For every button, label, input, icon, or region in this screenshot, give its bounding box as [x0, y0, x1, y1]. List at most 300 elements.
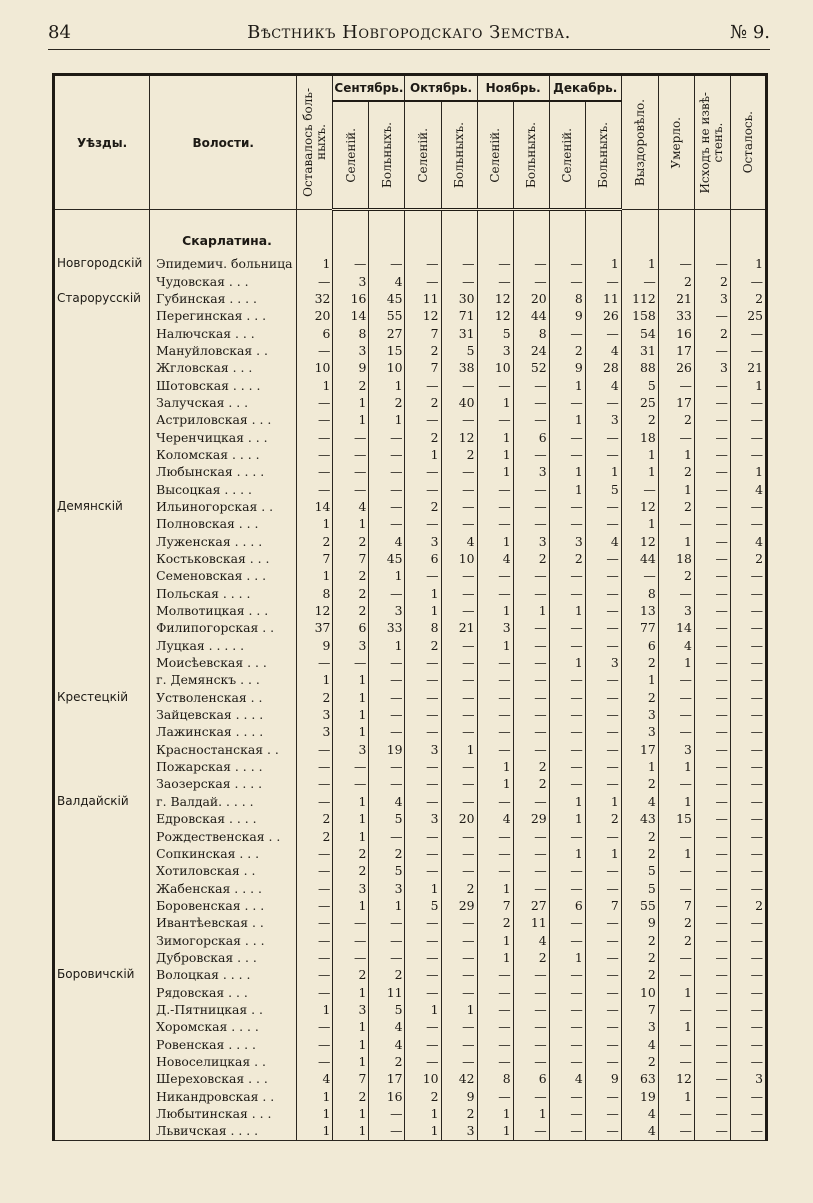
value-cell: 3 — [405, 533, 441, 550]
header-month-december: Декабрь. — [549, 75, 621, 102]
value-cell: — — [513, 1035, 549, 1052]
table-row — [54, 411, 767, 428]
value-cell: 1 — [621, 758, 658, 775]
value-cell: 4 — [585, 533, 621, 550]
value-cell: 7 — [477, 897, 513, 914]
value-cell: 8 — [513, 324, 549, 341]
table-cell — [730, 210, 766, 227]
value-cell: — — [585, 1053, 621, 1070]
value-cell: — — [730, 602, 766, 619]
table-cell — [477, 210, 513, 227]
value-cell: — — [730, 862, 766, 879]
value-cell: — — [658, 376, 694, 393]
table-row — [54, 879, 767, 896]
volost-cell: Жабенская . . . . — [150, 879, 297, 896]
header-ostalos-text: Осталось. — [740, 111, 755, 174]
value-cell: — — [549, 324, 585, 341]
uezd-cell — [54, 342, 150, 359]
value-cell: — — [297, 897, 333, 914]
value-cell: 3 — [658, 741, 694, 758]
value-cell: 1 — [333, 411, 369, 428]
value-cell: 63 — [621, 1070, 658, 1087]
table-cell — [441, 210, 477, 227]
value-cell: 1 — [297, 567, 333, 584]
value-cell: 1 — [405, 585, 441, 602]
value-cell: 1 — [549, 793, 585, 810]
header-volosti: Волости. — [150, 75, 297, 210]
value-cell: — — [585, 827, 621, 844]
value-cell: 1 — [549, 602, 585, 619]
value-cell: — — [441, 376, 477, 393]
volost-cell: Мануйловская . . — [150, 342, 297, 359]
value-cell: 3 — [333, 637, 369, 654]
value-cell: — — [333, 428, 369, 445]
value-cell: — — [333, 446, 369, 463]
value-cell: 2 — [621, 775, 658, 792]
value-cell: 54 — [621, 324, 658, 341]
value-cell: — — [585, 428, 621, 445]
value-cell: 4 — [297, 1070, 333, 1087]
value-cell: — — [694, 342, 730, 359]
value-cell: 3 — [333, 272, 369, 289]
value-cell: 4 — [477, 810, 513, 827]
volost-cell: Любынская . . . . — [150, 463, 297, 480]
value-cell: 18 — [658, 550, 694, 567]
table-row — [54, 1001, 767, 1018]
value-cell: — — [694, 480, 730, 497]
value-cell: 2 — [369, 845, 405, 862]
value-cell: — — [585, 550, 621, 567]
value-cell: — — [513, 1018, 549, 1035]
value-cell: — — [405, 793, 441, 810]
value-cell: — — [333, 949, 369, 966]
table-row — [54, 359, 767, 376]
value-cell: 31 — [441, 324, 477, 341]
value-cell: — — [297, 793, 333, 810]
value-cell: 2 — [585, 810, 621, 827]
page-header — [48, 22, 770, 46]
value-cell: 37 — [297, 619, 333, 636]
table-row — [54, 1035, 767, 1052]
value-cell: 11 — [405, 290, 441, 307]
value-cell: 77 — [621, 619, 658, 636]
value-cell: 1 — [297, 1105, 333, 1122]
value-cell: 5 — [621, 862, 658, 879]
value-cell: 3 — [333, 879, 369, 896]
value-cell: — — [369, 931, 405, 948]
volost-cell: Жгловская . . . — [150, 359, 297, 376]
value-cell: — — [477, 515, 513, 532]
value-cell: 40 — [441, 394, 477, 411]
value-cell: — — [585, 637, 621, 654]
value-cell: — — [513, 723, 549, 740]
table-row — [54, 966, 767, 983]
value-cell: 9 — [585, 1070, 621, 1087]
table-cell — [513, 210, 549, 227]
value-cell: 28 — [585, 359, 621, 376]
value-cell: — — [694, 619, 730, 636]
value-cell: 12 — [441, 428, 477, 445]
table-row — [54, 671, 767, 688]
value-cell: — — [297, 1018, 333, 1035]
value-cell: 17 — [658, 394, 694, 411]
uezd-cell: Новгородскій — [54, 255, 150, 272]
value-cell: 1 — [658, 654, 694, 671]
table-cell — [549, 226, 585, 255]
value-cell: — — [658, 1105, 694, 1122]
value-cell: — — [405, 1018, 441, 1035]
table-row — [54, 533, 767, 550]
value-cell: — — [405, 775, 441, 792]
volost-cell: Боровенская . . . — [150, 897, 297, 914]
value-cell: — — [730, 793, 766, 810]
value-cell: 2 — [513, 775, 549, 792]
table-cell — [585, 226, 621, 255]
value-cell: — — [513, 879, 549, 896]
value-cell: 1 — [621, 446, 658, 463]
value-cell: 1 — [477, 1105, 513, 1122]
table-row — [54, 463, 767, 480]
value-cell: — — [694, 758, 730, 775]
uezd-cell — [54, 446, 150, 463]
value-cell: — — [477, 255, 513, 272]
value-cell: 10 — [441, 550, 477, 567]
value-cell: — — [441, 1018, 477, 1035]
value-cell: — — [585, 446, 621, 463]
value-cell: — — [441, 654, 477, 671]
value-cell: 2 — [621, 949, 658, 966]
value-cell: — — [549, 1105, 585, 1122]
value-cell: — — [694, 550, 730, 567]
value-cell: — — [333, 654, 369, 671]
value-cell: — — [549, 1001, 585, 1018]
value-cell: 43 — [621, 810, 658, 827]
value-cell: — — [369, 1122, 405, 1140]
value-cell: — — [369, 515, 405, 532]
value-cell: — — [730, 1088, 766, 1105]
volost-cell: г. Демянскъ . . . — [150, 671, 297, 688]
value-cell: — — [694, 376, 730, 393]
value-cell: — — [730, 949, 766, 966]
value-cell: — — [585, 862, 621, 879]
value-cell: — — [297, 272, 333, 289]
value-cell: — — [441, 983, 477, 1000]
uezd-cell — [54, 671, 150, 688]
value-cell: — — [585, 1105, 621, 1122]
value-cell: — — [694, 775, 730, 792]
value-cell: 9 — [549, 359, 585, 376]
uezd-cell — [54, 637, 150, 654]
table-row — [54, 758, 767, 775]
value-cell: 1 — [297, 1122, 333, 1140]
table-cell — [513, 226, 549, 255]
value-cell: 4 — [621, 1122, 658, 1140]
value-cell: 12 — [658, 1070, 694, 1087]
value-cell: — — [297, 845, 333, 862]
value-cell: 1 — [441, 741, 477, 758]
value-cell: 2 — [333, 567, 369, 584]
value-cell: — — [585, 723, 621, 740]
value-cell: — — [549, 585, 585, 602]
value-cell: — — [730, 758, 766, 775]
value-cell: — — [549, 827, 585, 844]
value-cell: — — [405, 567, 441, 584]
uezd-cell — [54, 845, 150, 862]
value-cell: 2 — [333, 376, 369, 393]
volost-cell: Перегинская . . . — [150, 307, 297, 324]
value-cell: — — [585, 879, 621, 896]
value-cell: 8 — [621, 585, 658, 602]
value-cell: — — [405, 723, 441, 740]
table-row — [54, 1053, 767, 1070]
value-cell: — — [621, 480, 658, 497]
value-cell: — — [477, 862, 513, 879]
value-cell: — — [585, 775, 621, 792]
uezd-cell — [54, 862, 150, 879]
value-cell: 2 — [441, 879, 477, 896]
value-cell: — — [441, 567, 477, 584]
value-cell: 1 — [549, 411, 585, 428]
value-cell: 1 — [333, 723, 369, 740]
value-cell: 21 — [441, 619, 477, 636]
volost-cell: Рядовская . . . — [150, 983, 297, 1000]
value-cell: 1 — [297, 671, 333, 688]
value-cell: 1 — [477, 949, 513, 966]
value-cell: 2 — [658, 914, 694, 931]
value-cell: 45 — [369, 550, 405, 567]
volost-cell: Красностанская . . — [150, 741, 297, 758]
value-cell: 2 — [297, 810, 333, 827]
value-cell: — — [694, 585, 730, 602]
header-dec-seleniy — [549, 101, 585, 210]
uezd-cell — [54, 1035, 150, 1052]
value-cell: 2 — [369, 394, 405, 411]
value-cell: 4 — [369, 1018, 405, 1035]
value-cell: — — [730, 446, 766, 463]
value-cell: 2 — [441, 1105, 477, 1122]
uezd-cell — [54, 428, 150, 445]
value-cell: — — [297, 463, 333, 480]
value-cell: 5 — [621, 376, 658, 393]
value-cell: — — [730, 827, 766, 844]
value-cell: 2 — [658, 567, 694, 584]
value-cell: 1 — [549, 463, 585, 480]
value-cell: 2 — [297, 689, 333, 706]
value-cell: 10 — [477, 359, 513, 376]
header-ostavalos-text: Оставалось боль- ныхъ. — [300, 88, 328, 197]
value-cell: — — [369, 671, 405, 688]
table-body — [54, 210, 767, 1141]
value-cell: — — [513, 394, 549, 411]
issue-number: № 9. — [730, 22, 770, 43]
value-cell: — — [730, 914, 766, 931]
value-cell: — — [730, 637, 766, 654]
volost-cell: г. Валдай. . . . . — [150, 793, 297, 810]
uezd-cell — [54, 775, 150, 792]
value-cell: — — [694, 255, 730, 272]
value-cell: — — [405, 272, 441, 289]
value-cell: — — [513, 637, 549, 654]
table-row — [54, 706, 767, 723]
value-cell: 17 — [369, 1070, 405, 1087]
value-cell: — — [549, 931, 585, 948]
value-cell: 1 — [477, 428, 513, 445]
value-cell: 1 — [333, 1122, 369, 1140]
value-cell: — — [658, 1035, 694, 1052]
value-cell: — — [585, 741, 621, 758]
value-cell: — — [441, 793, 477, 810]
value-cell: 8 — [297, 585, 333, 602]
table-row — [54, 342, 767, 359]
value-cell: 25 — [621, 394, 658, 411]
value-cell: — — [297, 966, 333, 983]
value-cell: 2 — [405, 1088, 441, 1105]
value-cell: 1 — [333, 706, 369, 723]
value-cell: 1 — [477, 602, 513, 619]
value-cell: 6 — [297, 324, 333, 341]
volost-cell: Шереховская . . . — [150, 1070, 297, 1087]
volost-cell: Высоцкая . . . . — [150, 480, 297, 497]
value-cell: — — [658, 1122, 694, 1140]
volost-cell: Дубровская . . . — [150, 949, 297, 966]
value-cell: — — [694, 931, 730, 948]
value-cell: — — [369, 827, 405, 844]
value-cell: — — [405, 758, 441, 775]
volost-cell: Польская . . . . — [150, 585, 297, 602]
uezd-cell — [54, 810, 150, 827]
value-cell: — — [405, 966, 441, 983]
value-cell: 4 — [369, 272, 405, 289]
value-cell: — — [513, 862, 549, 879]
value-cell: 12 — [621, 498, 658, 515]
table-row — [54, 827, 767, 844]
value-cell: 1 — [333, 671, 369, 688]
value-cell: 33 — [658, 307, 694, 324]
uezd-cell — [54, 914, 150, 931]
value-cell: 3 — [477, 342, 513, 359]
value-cell: 1 — [477, 533, 513, 550]
uezd-cell — [54, 931, 150, 948]
value-cell: — — [441, 498, 477, 515]
value-cell: — — [694, 515, 730, 532]
value-cell: — — [333, 758, 369, 775]
volost-cell: Никандровская . . — [150, 1088, 297, 1105]
value-cell: 4 — [513, 931, 549, 948]
value-cell: — — [297, 428, 333, 445]
value-cell: 5 — [369, 810, 405, 827]
value-cell: — — [549, 758, 585, 775]
value-cell: — — [730, 498, 766, 515]
value-cell: — — [441, 706, 477, 723]
value-cell: — — [513, 966, 549, 983]
table-cell — [333, 210, 369, 227]
value-cell: 17 — [621, 741, 658, 758]
table-cell — [730, 226, 766, 255]
value-cell: — — [730, 619, 766, 636]
value-cell: — — [369, 689, 405, 706]
value-cell: — — [513, 446, 549, 463]
value-cell: — — [730, 272, 766, 289]
table-cell — [477, 226, 513, 255]
table-row — [54, 983, 767, 1000]
value-cell: — — [477, 376, 513, 393]
value-cell: — — [405, 862, 441, 879]
value-cell: 6 — [333, 619, 369, 636]
value-cell: 30 — [441, 290, 477, 307]
table-row — [54, 862, 767, 879]
value-cell: — — [730, 1053, 766, 1070]
value-cell: 1 — [441, 1001, 477, 1018]
value-cell: 7 — [621, 1001, 658, 1018]
value-cell: 1 — [333, 394, 369, 411]
value-cell: 1 — [333, 793, 369, 810]
value-cell: — — [513, 845, 549, 862]
value-cell: — — [513, 411, 549, 428]
value-cell: — — [585, 567, 621, 584]
value-cell: — — [585, 394, 621, 411]
value-cell: — — [658, 585, 694, 602]
value-cell: 7 — [405, 324, 441, 341]
value-cell: 4 — [730, 480, 766, 497]
value-cell: 1 — [333, 1053, 369, 1070]
value-cell: 4 — [621, 1105, 658, 1122]
value-cell: — — [549, 567, 585, 584]
value-cell: — — [441, 966, 477, 983]
value-cell: — — [297, 654, 333, 671]
table-row — [54, 394, 767, 411]
value-cell: — — [694, 567, 730, 584]
volost-cell: Губинская . . . . — [150, 290, 297, 307]
table-cell — [585, 210, 621, 227]
value-cell: 16 — [369, 1088, 405, 1105]
value-cell: 2 — [730, 290, 766, 307]
value-cell: — — [585, 914, 621, 931]
volost-cell: Эпидемич. больница — [150, 255, 297, 272]
uezd-cell — [54, 619, 150, 636]
value-cell: 55 — [369, 307, 405, 324]
value-cell: — — [333, 914, 369, 931]
value-cell: 1 — [477, 931, 513, 948]
value-cell: — — [441, 272, 477, 289]
value-cell: — — [369, 480, 405, 497]
value-cell: 1 — [369, 567, 405, 584]
value-cell: — — [585, 515, 621, 532]
value-cell: — — [477, 706, 513, 723]
value-cell: — — [477, 1088, 513, 1105]
value-cell: 1 — [333, 810, 369, 827]
value-cell: 5 — [369, 862, 405, 879]
header-nov-bolnykh-text: Больныхъ. — [524, 122, 539, 188]
value-cell: 8 — [405, 619, 441, 636]
value-cell: 24 — [513, 342, 549, 359]
table-row — [54, 741, 767, 758]
value-cell: 21 — [658, 290, 694, 307]
value-cell: 9 — [549, 307, 585, 324]
table-cell — [369, 210, 405, 227]
value-cell: 25 — [730, 307, 766, 324]
value-cell: 4 — [441, 533, 477, 550]
value-cell: 17 — [658, 342, 694, 359]
value-cell: — — [585, 966, 621, 983]
value-cell: 1 — [477, 463, 513, 480]
value-cell: — — [513, 983, 549, 1000]
value-cell: — — [730, 723, 766, 740]
value-cell: — — [477, 567, 513, 584]
uezd-cell — [54, 1105, 150, 1122]
value-cell: — — [405, 949, 441, 966]
value-cell: — — [730, 689, 766, 706]
value-cell: — — [441, 827, 477, 844]
